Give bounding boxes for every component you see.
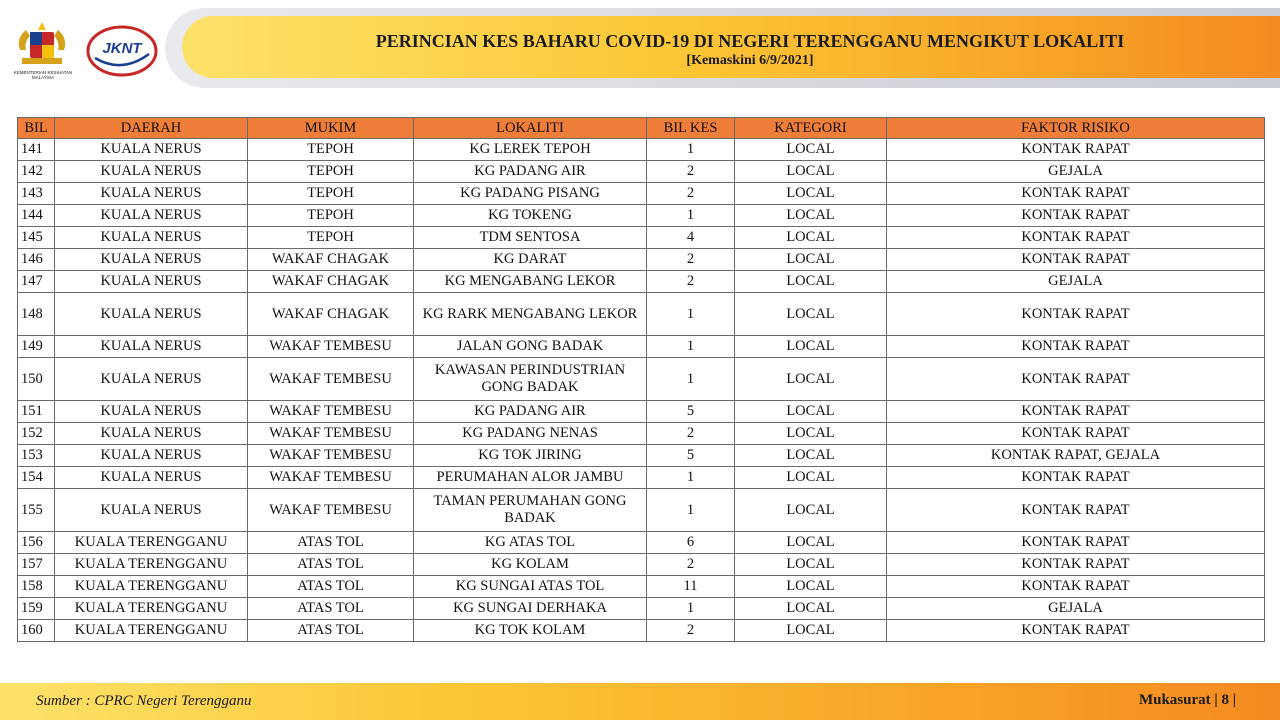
faktor-risiko-cell: KONTAK RAPAT: [887, 620, 1265, 642]
bil-cell: 141: [18, 139, 55, 161]
bil-cell: 160: [18, 620, 55, 642]
column-header: KATEGORI: [735, 118, 887, 139]
lokaliti-cell: KG SUNGAI ATAS TOL: [414, 576, 647, 598]
bil-cell: 151: [18, 401, 55, 423]
cases-table-container: [17, 117, 1264, 642]
daerah-cell: KUALA NERUS: [55, 489, 248, 532]
table-row: [18, 401, 1265, 423]
kategori-cell: LOCAL: [735, 554, 887, 576]
table-row: [18, 554, 1265, 576]
table-row: [18, 183, 1265, 205]
kategori-cell: LOCAL: [735, 336, 887, 358]
bil-cell: 158: [18, 576, 55, 598]
bil-cell: 150: [18, 358, 55, 401]
faktor-risiko-cell: KONTAK RAPAT: [887, 183, 1265, 205]
bil-cell: 155: [18, 489, 55, 532]
faktor-risiko-cell: KONTAK RAPAT: [887, 227, 1265, 249]
column-header: BIL KES: [647, 118, 735, 139]
table-row: [18, 139, 1265, 161]
lokaliti-cell: KG TOK JIRING: [414, 445, 647, 467]
kategori-cell: LOCAL: [735, 576, 887, 598]
bil-cell: 153: [18, 445, 55, 467]
lokaliti-cell: KG TOKENG: [414, 205, 647, 227]
lokaliti-cell: KG LEREK TEPOH: [414, 139, 647, 161]
kategori-cell: LOCAL: [735, 205, 887, 227]
bil-kes-cell: 1: [647, 358, 735, 401]
bil-kes-cell: 5: [647, 445, 735, 467]
faktor-risiko-cell: KONTAK RAPAT: [887, 401, 1265, 423]
daerah-cell: KUALA TERENGGANU: [55, 598, 248, 620]
bil-kes-cell: 1: [647, 139, 735, 161]
faktor-risiko-cell: KONTAK RAPAT: [887, 554, 1265, 576]
mukim-cell: ATAS TOL: [248, 554, 414, 576]
column-header: BIL: [18, 118, 55, 139]
daerah-cell: KUALA TERENGGANU: [55, 620, 248, 642]
bil-kes-cell: 2: [647, 554, 735, 576]
daerah-cell: KUALA TERENGGANU: [55, 554, 248, 576]
column-header: FAKTOR RISIKO: [887, 118, 1265, 139]
faktor-risiko-cell: KONTAK RAPAT, GEJALA: [887, 445, 1265, 467]
table-row: [18, 598, 1265, 620]
bil-kes-cell: 1: [647, 205, 735, 227]
kategori-cell: LOCAL: [735, 139, 887, 161]
lokaliti-cell: KG RARK MENGABANG LEKOR: [414, 293, 647, 336]
bil-kes-cell: 4: [647, 227, 735, 249]
daerah-cell: KUALA NERUS: [55, 445, 248, 467]
mukim-cell: TEPOH: [248, 139, 414, 161]
kategori-cell: LOCAL: [735, 293, 887, 336]
mukim-cell: WAKAF TEMBESU: [248, 423, 414, 445]
column-header: LOKALITI: [414, 118, 647, 139]
faktor-risiko-cell: KONTAK RAPAT: [887, 336, 1265, 358]
bil-kes-cell: 2: [647, 183, 735, 205]
table-body: [18, 139, 1265, 642]
table-row: [18, 445, 1265, 467]
mukim-cell: WAKAF CHAGAK: [248, 293, 414, 336]
mukim-cell: WAKAF TEMBESU: [248, 445, 414, 467]
faktor-risiko-cell: KONTAK RAPAT: [887, 139, 1265, 161]
bil-kes-cell: 1: [647, 293, 735, 336]
lokaliti-cell: KAWASAN PERINDUSTRIAN GONG BADAK: [414, 358, 647, 401]
lokaliti-cell: KG PADANG AIR: [414, 401, 647, 423]
table-header-row: [18, 118, 1265, 139]
lokaliti-cell: KG TOK KOLAM: [414, 620, 647, 642]
table-row: [18, 293, 1265, 336]
faktor-risiko-cell: KONTAK RAPAT: [887, 423, 1265, 445]
daerah-cell: KUALA NERUS: [55, 401, 248, 423]
bil-kes-cell: 2: [647, 161, 735, 183]
page-title: PERINCIAN KES BAHARU COVID-19 DI NEGERI TERENGGANU MENGIKUT LOKALITI: [375, 31, 1125, 51]
table-row: [18, 423, 1265, 445]
lokaliti-cell: KG MENGABANG LEKOR: [414, 271, 647, 293]
daerah-cell: KUALA NERUS: [55, 139, 248, 161]
kategori-cell: LOCAL: [735, 358, 887, 401]
bil-cell: 147: [18, 271, 55, 293]
column-header: DAERAH: [55, 118, 248, 139]
daerah-cell: KUALA NERUS: [55, 293, 248, 336]
table-row: [18, 249, 1265, 271]
faktor-risiko-cell: KONTAK RAPAT: [887, 467, 1265, 489]
table-row: [18, 532, 1265, 554]
table-row: [18, 620, 1265, 642]
table-row: [18, 227, 1265, 249]
table-row: [18, 489, 1265, 532]
table-row: [18, 576, 1265, 598]
kategori-cell: LOCAL: [735, 489, 887, 532]
faktor-risiko-cell: GEJALA: [887, 271, 1265, 293]
bil-cell: 149: [18, 336, 55, 358]
faktor-risiko-cell: KONTAK RAPAT: [887, 532, 1265, 554]
kkm-logo-caption: KEMENTERIAN KESIHATAN MALAYSIA: [13, 70, 73, 80]
lokaliti-cell: KG PADANG PISANG: [414, 183, 647, 205]
table-row: [18, 205, 1265, 227]
mukim-cell: ATAS TOL: [248, 620, 414, 642]
mukim-cell: WAKAF TEMBESU: [248, 358, 414, 401]
faktor-risiko-cell: KONTAK RAPAT: [887, 293, 1265, 336]
table-row: [18, 358, 1265, 401]
mukim-cell: ATAS TOL: [248, 576, 414, 598]
bil-cell: 145: [18, 227, 55, 249]
lokaliti-cell: KG ATAS TOL: [414, 532, 647, 554]
daerah-cell: KUALA NERUS: [55, 423, 248, 445]
mukim-cell: TEPOH: [248, 161, 414, 183]
kategori-cell: LOCAL: [735, 401, 887, 423]
lokaliti-cell: PERUMAHAN ALOR JAMBU: [414, 467, 647, 489]
kategori-cell: LOCAL: [735, 598, 887, 620]
faktor-risiko-cell: KONTAK RAPAT: [887, 358, 1265, 401]
mukim-cell: ATAS TOL: [248, 532, 414, 554]
kategori-cell: LOCAL: [735, 532, 887, 554]
column-header: MUKIM: [248, 118, 414, 139]
mukim-cell: WAKAF CHAGAK: [248, 271, 414, 293]
lokaliti-cell: TAMAN PERUMAHAN GONG BADAK: [414, 489, 647, 532]
daerah-cell: KUALA NERUS: [55, 227, 248, 249]
kategori-cell: LOCAL: [735, 620, 887, 642]
daerah-cell: KUALA NERUS: [55, 249, 248, 271]
bil-kes-cell: 2: [647, 620, 735, 642]
daerah-cell: KUALA NERUS: [55, 205, 248, 227]
bil-kes-cell: 11: [647, 576, 735, 598]
bil-kes-cell: 2: [647, 423, 735, 445]
daerah-cell: KUALA NERUS: [55, 467, 248, 489]
lokaliti-cell: KG DARAT: [414, 249, 647, 271]
kategori-cell: LOCAL: [735, 423, 887, 445]
mukim-cell: ATAS TOL: [248, 598, 414, 620]
daerah-cell: KUALA NERUS: [55, 183, 248, 205]
daerah-cell: KUALA NERUS: [55, 271, 248, 293]
source-note: Sumber : CPRC Negeri Terengganu: [36, 693, 252, 709]
bil-kes-cell: 5: [647, 401, 735, 423]
bil-cell: 152: [18, 423, 55, 445]
table-row: [18, 336, 1265, 358]
mukim-cell: TEPOH: [248, 183, 414, 205]
bil-kes-cell: 1: [647, 598, 735, 620]
daerah-cell: KUALA NERUS: [55, 161, 248, 183]
daerah-cell: KUALA TERENGGANU: [55, 532, 248, 554]
jknt-logo-text: JKNT: [102, 40, 142, 57]
bil-cell: 156: [18, 532, 55, 554]
daerah-cell: KUALA NERUS: [55, 336, 248, 358]
mukim-cell: WAKAF TEMBESU: [248, 336, 414, 358]
kategori-cell: LOCAL: [735, 249, 887, 271]
jknt-logo: [85, 24, 159, 78]
lokaliti-cell: KG PADANG AIR: [414, 161, 647, 183]
bil-kes-cell: 2: [647, 249, 735, 271]
bil-cell: 143: [18, 183, 55, 205]
bil-kes-cell: 2: [647, 271, 735, 293]
kategori-cell: LOCAL: [735, 467, 887, 489]
lokaliti-cell: KG PADANG NENAS: [414, 423, 647, 445]
daerah-cell: KUALA TERENGGANU: [55, 576, 248, 598]
bil-cell: 148: [18, 293, 55, 336]
faktor-risiko-cell: GEJALA: [887, 598, 1265, 620]
mukim-cell: WAKAF TEMBESU: [248, 467, 414, 489]
mukim-cell: WAKAF TEMBESU: [248, 489, 414, 532]
page-subtitle: [Kemaskini 6/9/2021]: [686, 53, 814, 68]
kategori-cell: LOCAL: [735, 183, 887, 205]
lokaliti-cell: KG KOLAM: [414, 554, 647, 576]
mukim-cell: WAKAF TEMBESU: [248, 401, 414, 423]
daerah-cell: KUALA NERUS: [55, 358, 248, 401]
mukim-cell: TEPOH: [248, 205, 414, 227]
lokaliti-cell: TDM SENTOSA: [414, 227, 647, 249]
bil-cell: 157: [18, 554, 55, 576]
faktor-risiko-cell: GEJALA: [887, 161, 1265, 183]
mukim-cell: WAKAF CHAGAK: [248, 249, 414, 271]
bil-cell: 159: [18, 598, 55, 620]
kategori-cell: LOCAL: [735, 271, 887, 293]
bil-kes-cell: 6: [647, 532, 735, 554]
bil-cell: 142: [18, 161, 55, 183]
kategori-cell: LOCAL: [735, 227, 887, 249]
bil-kes-cell: 1: [647, 467, 735, 489]
kategori-cell: LOCAL: [735, 445, 887, 467]
lokaliti-cell: KG SUNGAI DERHAKA: [414, 598, 647, 620]
faktor-risiko-cell: KONTAK RAPAT: [887, 489, 1265, 532]
table-row: [18, 161, 1265, 183]
faktor-risiko-cell: KONTAK RAPAT: [887, 249, 1265, 271]
bil-cell: 144: [18, 205, 55, 227]
table-row: [18, 467, 1265, 489]
cases-table: [17, 117, 1265, 642]
faktor-risiko-cell: KONTAK RAPAT: [887, 576, 1265, 598]
lokaliti-cell: JALAN GONG BADAK: [414, 336, 647, 358]
page-number: Mukasurat | 8 |: [1138, 692, 1236, 708]
table-row: [18, 271, 1265, 293]
bil-cell: 146: [18, 249, 55, 271]
bil-kes-cell: 1: [647, 489, 735, 532]
bil-kes-cell: 1: [647, 336, 735, 358]
kategori-cell: LOCAL: [735, 161, 887, 183]
faktor-risiko-cell: KONTAK RAPAT: [887, 205, 1265, 227]
mukim-cell: TEPOH: [248, 227, 414, 249]
bil-cell: 154: [18, 467, 55, 489]
